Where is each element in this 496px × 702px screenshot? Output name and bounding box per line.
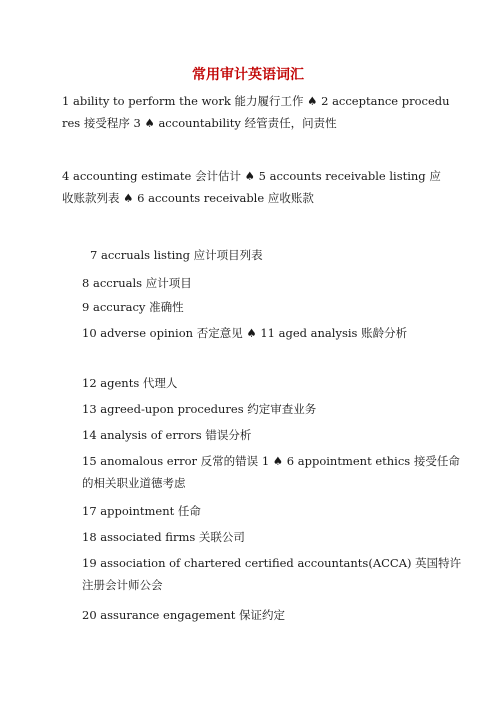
vocab-entry-11: 17 appointment 任命 [82,504,201,518]
vocab-entry-6: 10 adverse opinion 否定意见 ♠ 11 aged analysis 账龄分析 [82,326,408,340]
vocab-entry-4: 8 accruals 应计项目 [82,276,192,290]
vocab-entry-1: 1 ability to perform the work 能力履行工作 ♠ 2 acceptance procedures 接受程序 3 ♠ accountability 经管责任，问责性 [62,94,450,130]
vocab-entry-3: 7 accruals listing 应计项目列表 [90,248,263,262]
vocab-entry-14: 20 assurance engagement 保证约定 [82,608,286,622]
vocab-entry-10: 15 anomalous error 反常的错误 1 ♠ 6 appointment ethics 接受任命的相关职业道德考虑 [82,454,460,490]
document-title: 常用审计英语词汇 [192,67,304,83]
vocab-entry-7: 12 agents 代理人 [82,376,178,390]
vocab-entry-9: 14 analysis of errors 错误分析 [82,428,252,442]
vocab-entry-8: 13 agreed-upon procedures 约定审查业务 [82,402,317,416]
vocab-entry-12: 18 associated firms 关联公司 [82,530,245,544]
vocab-entry-5: 9 accuracy 准确性 [82,300,184,314]
vocab-entry-2: 4 accounting estimate 会计估计 ♠ 5 accounts receivable listing 应收账款列表 ♠ 6 accounts receivable 应收账款 [62,169,441,205]
vocab-entry-13: 19 association of chartered certified accountants(ACCA) 英国特许注册会计师公会 [82,556,462,592]
